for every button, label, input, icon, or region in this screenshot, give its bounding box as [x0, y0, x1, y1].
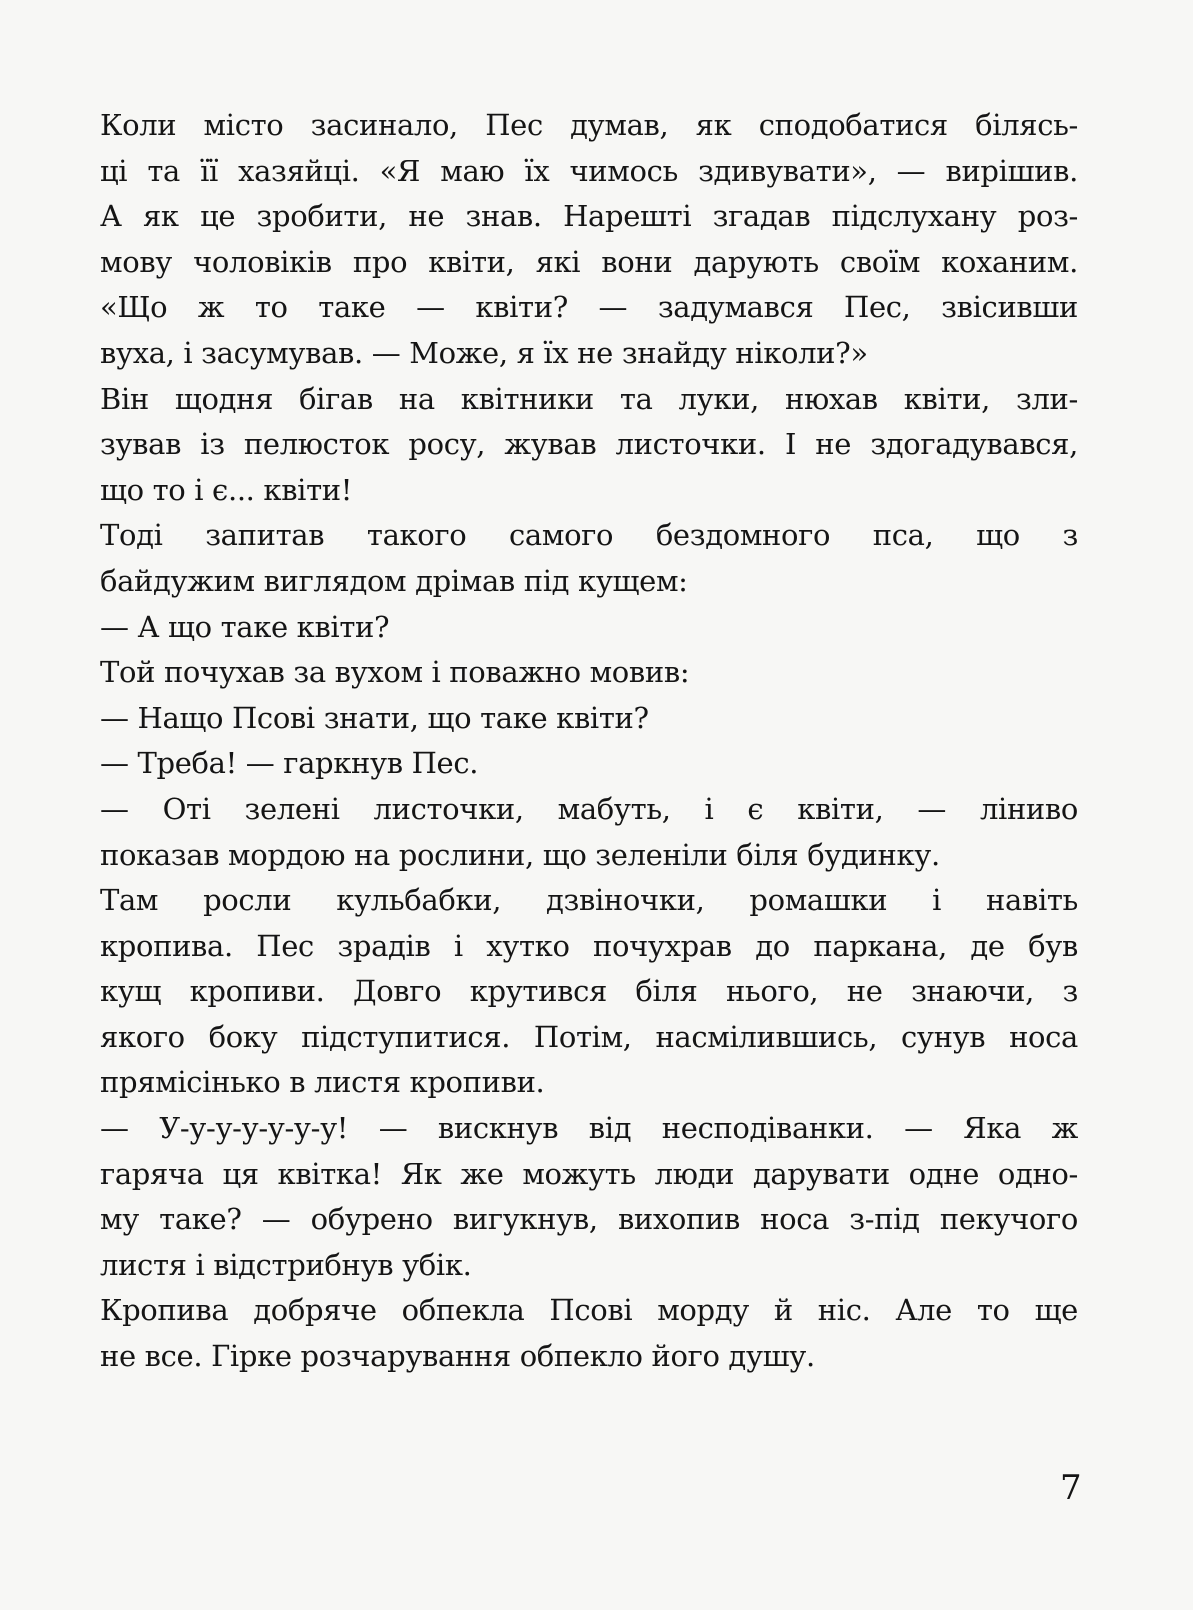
text-line: байдужим виглядом дрімав під кущем:	[100, 563, 688, 598]
page-number: 7	[1060, 1468, 1082, 1508]
text-line: — Треба! — гаркнув Пес.	[100, 746, 479, 781]
text-line: мову чоловіків про квіти, які вони дарують своїм коханим.	[100, 244, 1078, 279]
text-line: Коли місто засинало, Пес думав, як сподобатися білясь-	[100, 108, 1078, 142]
text-line: — Оті зелені листочки, мабуть, і є квіти, — ліниво	[100, 791, 1078, 826]
text-line: вуха, і засумував. — Може, я їх не знайду ніколи?»	[100, 335, 868, 370]
text-line: зував із пелюсток росу, жував листочки. І не здогадувався,	[100, 427, 1078, 462]
text-line: прямісінько в листя кропиви.	[100, 1065, 545, 1100]
text-line: ці та її хазяйці. «Я маю їх чимось здивувати», — вирішив.	[100, 153, 1078, 188]
text-line: що то і є... квіти!	[100, 472, 353, 507]
text-line: — А що таке квіти?	[100, 609, 390, 644]
text-line: А як це зробити, не знав. Нарешті згадав підслухану роз-	[100, 199, 1078, 234]
text-line: Він щодня бігав на квітники та луки, нюхав квіти, зли-	[100, 381, 1078, 416]
text-line: гаряча ця квітка! Як же можуть люди дарувати одне одно-	[100, 1156, 1078, 1191]
text-line: кущ кропиви. Довго крутився біля нього, не знаючи, з	[100, 974, 1078, 1009]
text-line: показав мордою на рослини, що зеленіли біля будинку.	[100, 837, 940, 872]
text-line: — У-у-у-у-у-у-у! — вискнув від несподіванки. — Яка ж	[100, 1111, 1078, 1146]
text-line: не все. Гірке розчарування обпекло його душу.	[100, 1339, 815, 1374]
text-line: Тоді запитав такого самого бездомного пса, що з	[100, 518, 1078, 553]
text-line: листя і відстрибнув убік.	[100, 1247, 472, 1282]
text-line: — Нащо Псові знати, що таке квіти?	[100, 700, 649, 735]
text-line: Той почухав за вухом і поважно мовив:	[100, 655, 690, 690]
text-line: Кропива добряче обпекла Псові морду й ніс. Але то ще	[100, 1293, 1078, 1328]
text-line: кропива. Пес зрадів і хутко почухрав до паркана, де був	[100, 928, 1078, 963]
text-line: му таке? — обурено вигукнув, вихопив носа з-під пекучого	[100, 1202, 1078, 1237]
text-line: «Що ж то таке — квіти? — задумався Пес, звісивши	[100, 290, 1078, 325]
text-line: якого боку підступитися. Потім, насмілившись, сунув носа	[100, 1019, 1078, 1054]
text-line: Там росли кульбабки, дзвіночки, ромашки і навіть	[100, 883, 1078, 918]
text-body	[100, 103, 1078, 1380]
